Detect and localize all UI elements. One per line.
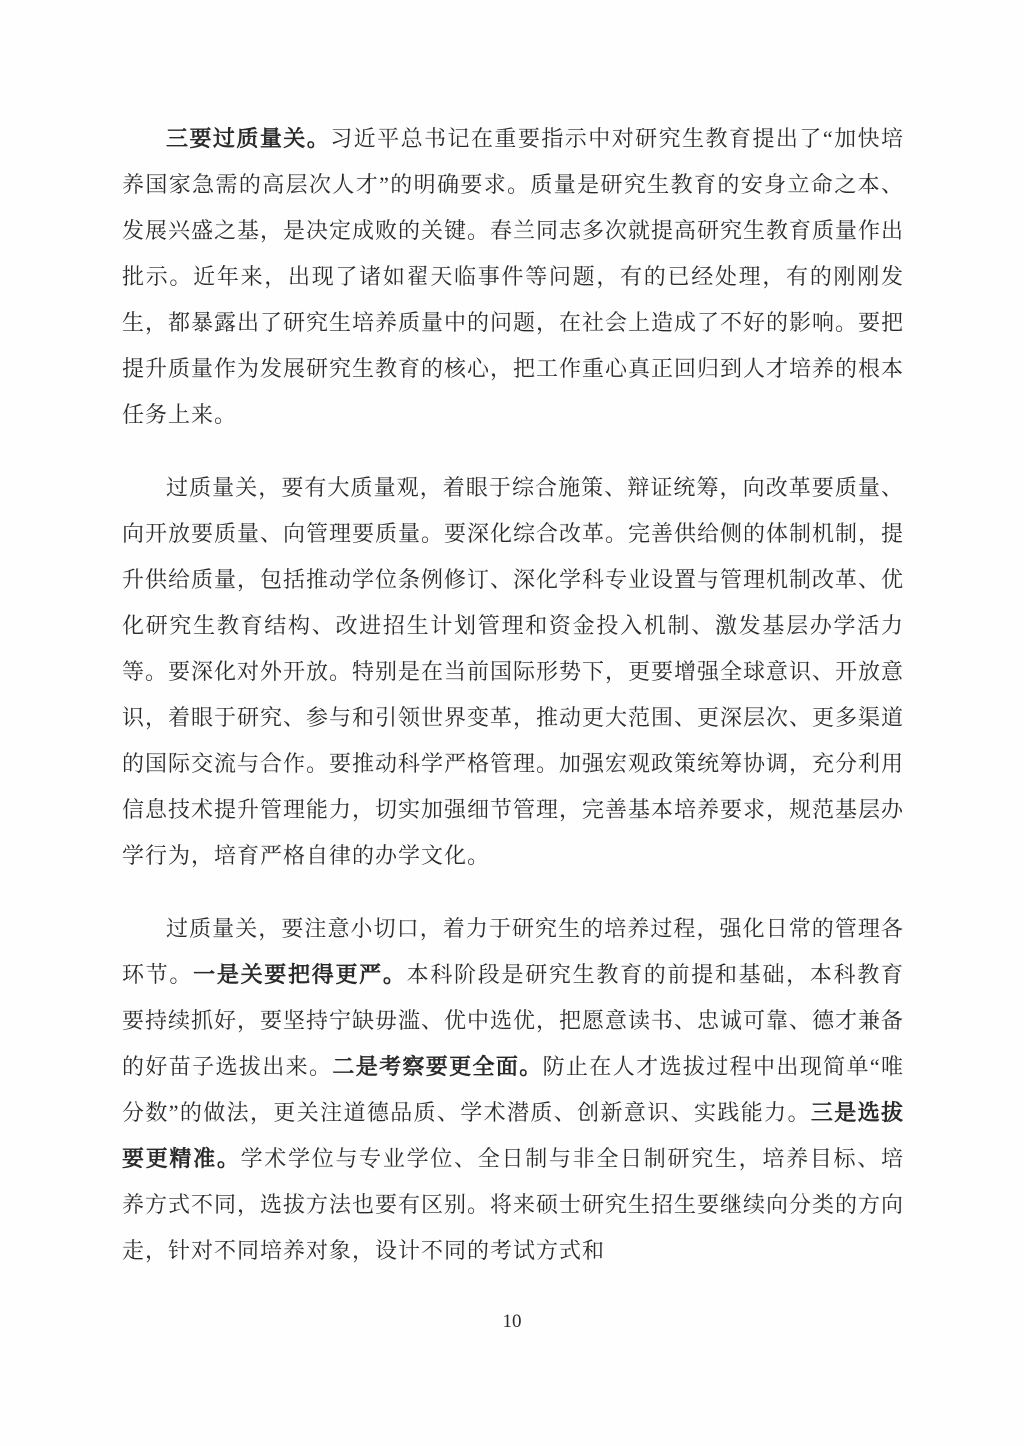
bold-point-three-run: 三是选拔要更精准。 (122, 1100, 904, 1171)
paragraph-quality-process (122, 906, 904, 1274)
paragraph-quality-macro-view (122, 465, 904, 879)
text-run: 习近平总书记在重要指示中对研究生教育提出了“加快培养国家急需的高层次人才”的明确要求。质量是研究生教育的安身立命之本、发展兴盛之基，是决定成败的关键。春兰同志多次就提高研究生教育质量作出批示。近年来，出现了诸如翟天临事件等问题，有的已经处理，有的刚刚发生，都暴露出了研究生培养质量中的问题，在社会上造成了不好的影响。要把提升质量作为发展研究生教育的核心，把工作重心真正回归到人才培养的根本任务上来。 (122, 126, 905, 427)
text-run: 本科阶段是研究生教育的前提和基础，本科教育要持续抓好，要坚持宁缺毋滥、优中选优，把愿意读书、忠诚可靠、德才兼备的好苗子选拔出来。 (122, 962, 905, 1079)
bold-lead-run: 三要过质量关。 (166, 126, 331, 151)
text-run: 防止在人才选拔过程中出现简单“唯分数”的做法，更关注道德品质、学术潜质、创新意识、实践能力。 (122, 1054, 904, 1125)
text-run: 过质量关，要有大质量观，着眼于综合施策、辩证统筹，向改革要质量、向开放要质量、向管理要质量。要深化综合改革。完善供给侧的体制机制，提升供给质量，包括推动学位条例修订、深化学科专业设置与管理机制改革、优化研究生教育结构、改进招生计划管理和资金投入机制、激发基层办学活力等。要深化对外开放。特别是在当前国际形势下，更要增强全球意识、开放意识，着眼于研究、参与和引领世界变革，推动更大范围、更深层次、更多渠道的国际交流与合作。要推动科学严格管理。加强宏观政策统筹协调，充分利用信息技术提升管理能力，切实加强细节管理，完善基本培养要求，规范基层办学行为，培育严格自律的办学文化。 (122, 475, 905, 868)
page-number: 10 (502, 1311, 522, 1332)
bold-point-one-run: 一是关要把得更严。 (193, 962, 407, 987)
text-run: 学术学位与专业学位、全日制与非全日制研究生，培养目标、培养方式不同，选拔方法也要有区别。将来硕士研究生招生要继续向分类的方向走，针对不同培养对象，设计不同的考试方式和 (122, 1146, 905, 1263)
bold-point-two-run: 二是考察要更全面。 (332, 1054, 543, 1079)
text-run: 过质量关，要注意小切口，着力于研究生的培养过程，强化日常的管理各环节。 (122, 916, 904, 987)
paragraph-quality-gate-intro (122, 116, 904, 438)
